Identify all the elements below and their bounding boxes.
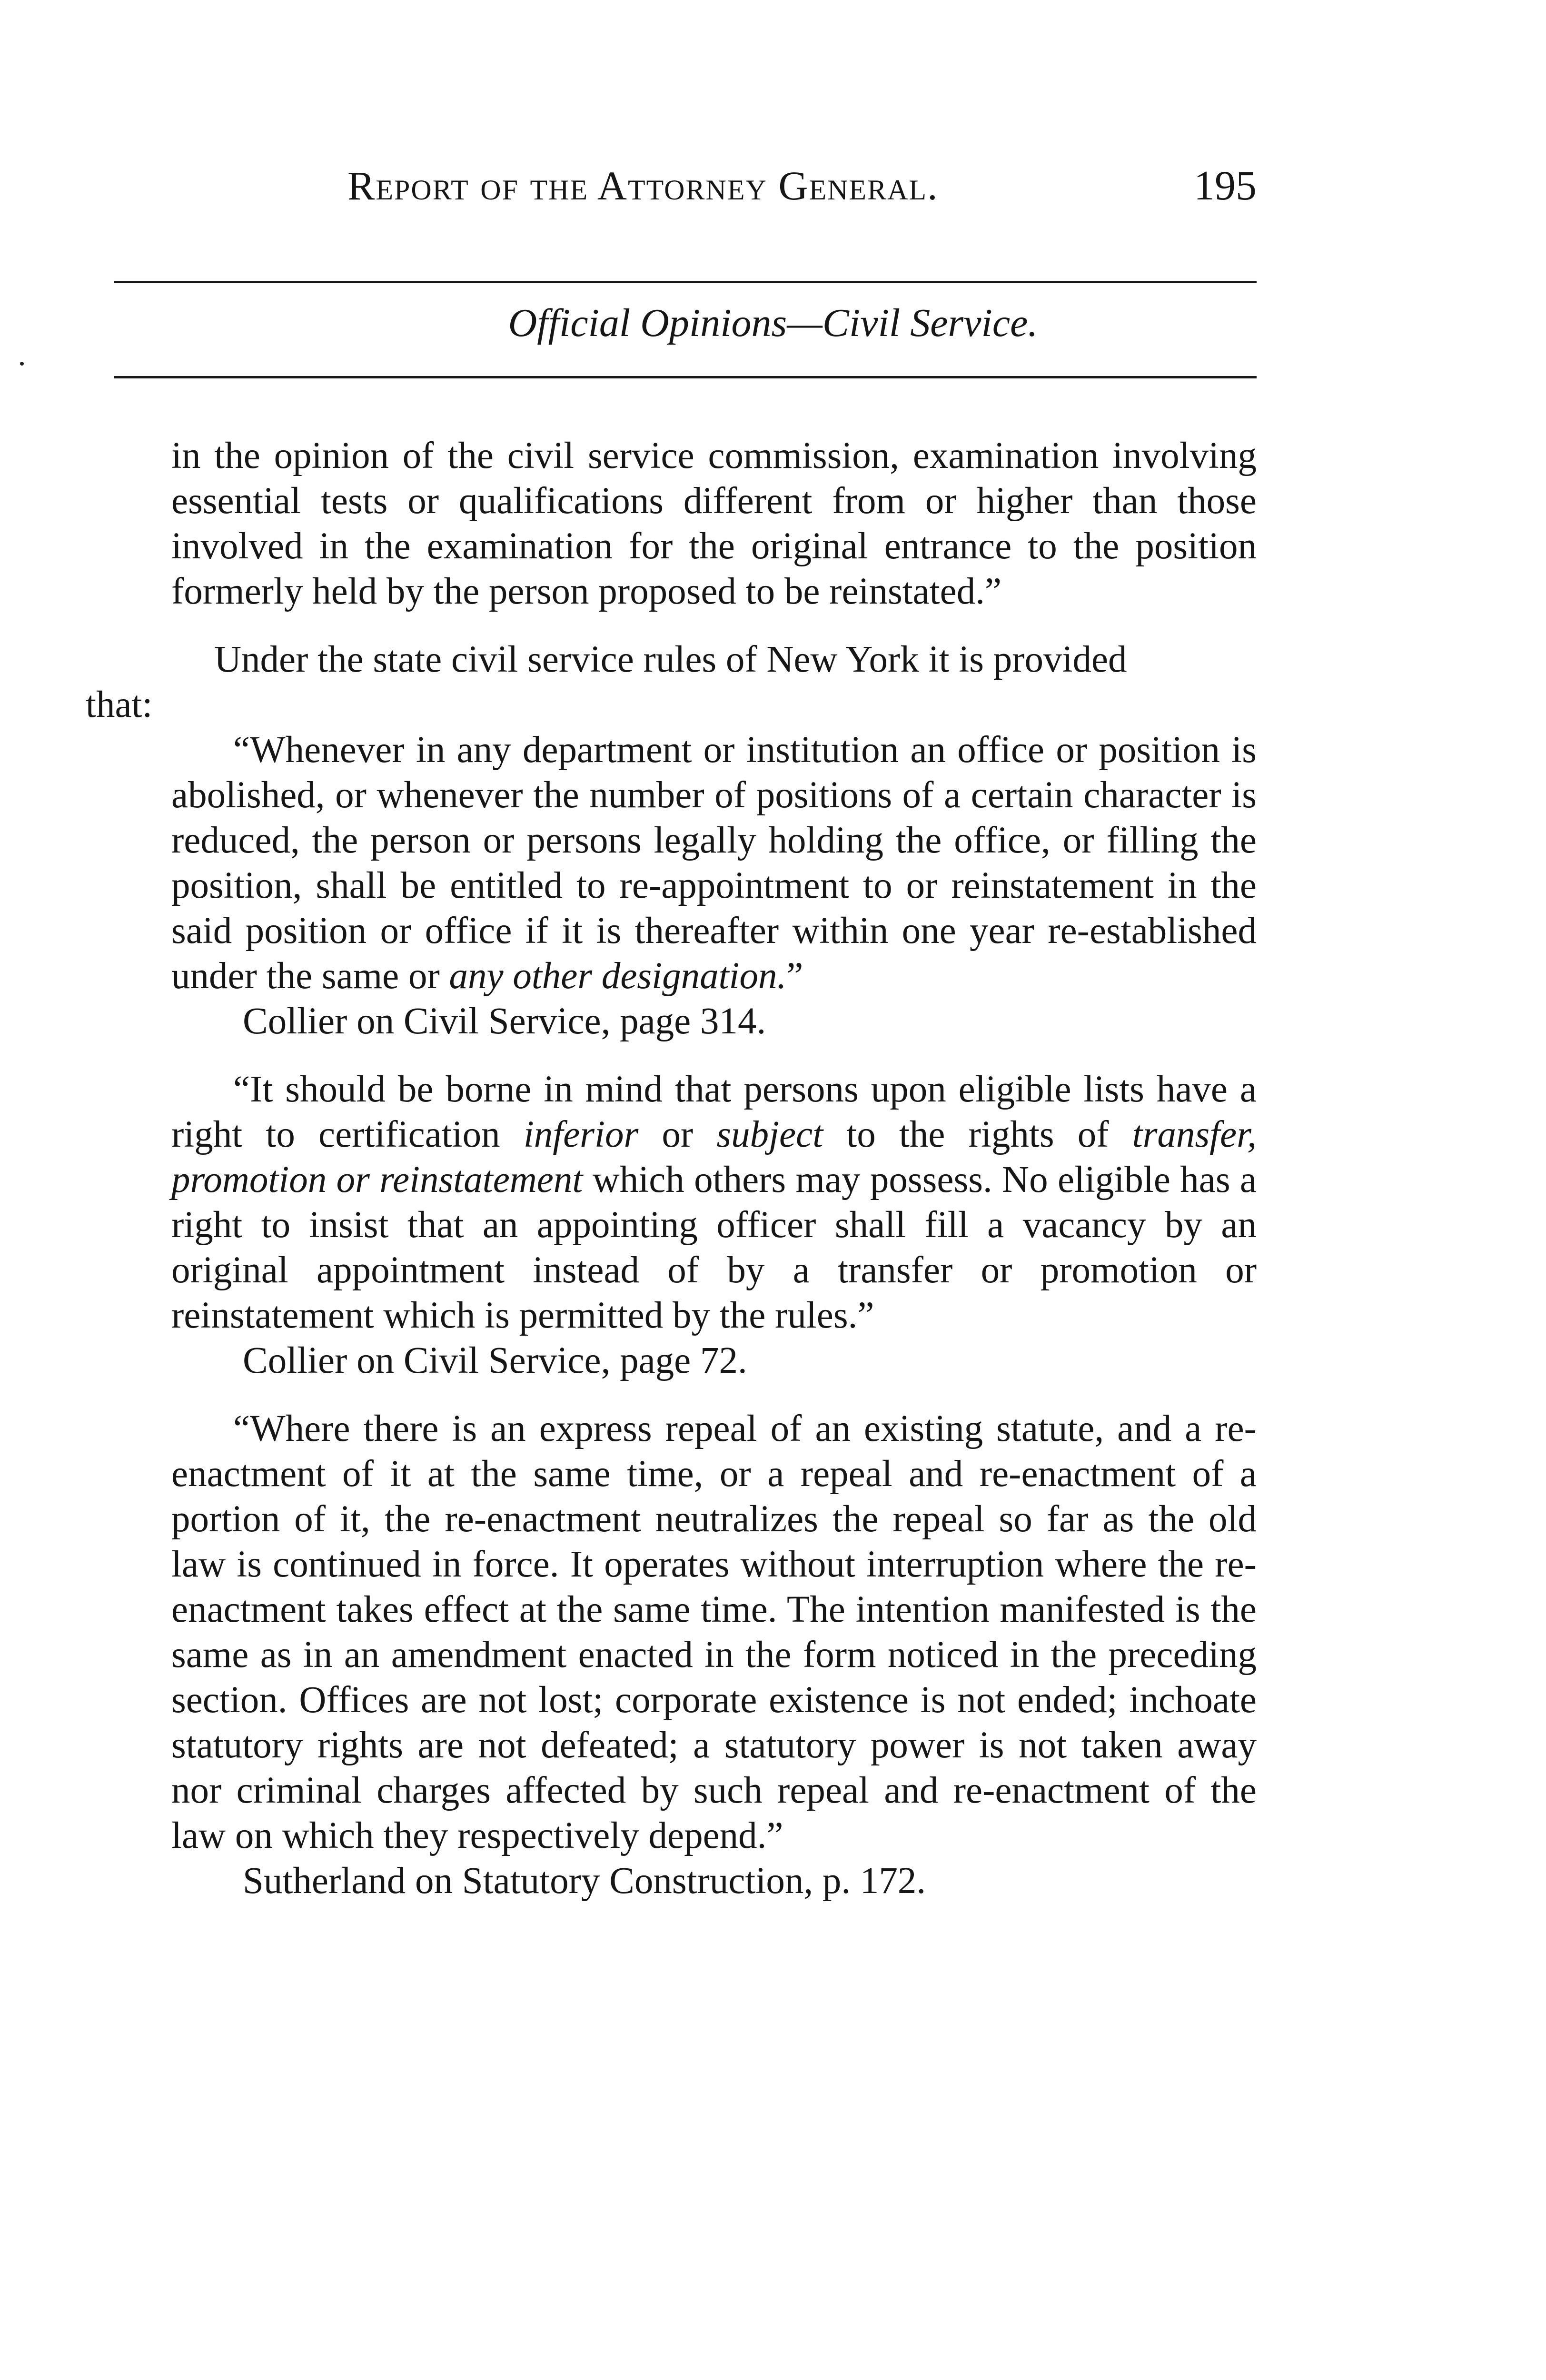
bottom-rule [114, 376, 1257, 378]
quote-eligible-c: to the rights of [823, 1114, 1132, 1155]
quote-repeal: “Where there is an express repeal of an existing statute, and a re-enactment of it at the same time, or a repeal and re-enactment of a portion of it, the re-enactment neutralizes the repeal so far as the old law is continued in force. It operates without interruption where the re-enactment takes effect at the same time. The intention manifested is the same as in an amendment enacted in the form noticed in the preceding section. Offices are not lost; corporate existence is not ended; inchoate statutory rights are not defeated; a statutory power is not taken away nor criminal charges affected by such repeal and re-enactment of the law on which they respectively depend.” [171, 1408, 1257, 1856]
page-body [86, 433, 1257, 1904]
quote-reinstatement-text: “Whenever in any department or institution an office or position is abolished, or whenever the number of positions of a certain character is reduced, the person or persons legally holding the office, or filling the position, shall be entitled to re-appointment to or reinstatement in the said position or office if it is thereafter within one year re-established under the same or [171, 729, 1257, 997]
quote-eligible-subject: subject [716, 1114, 823, 1155]
paragraph-intro-line: Under the state civil service rules of New York it is provided [214, 639, 1127, 680]
citation-collier-314: Collier on Civil Service, page 314. [243, 1001, 766, 1042]
quote-eligible-lists [171, 1067, 1257, 1338]
page-header [171, 162, 1257, 224]
top-rule [114, 281, 1257, 283]
quote-reinstatement [171, 727, 1257, 999]
quote-eligible-d: which others may possess. No eligible has a right to insist that an appointing officer shall fill a vacancy by an original appointment instead of by a transfer or promotion or reinstatement which is permitted by the rules.” [171, 1159, 1257, 1336]
citation-collier-72: Collier on Civil Service, page 72. [243, 1340, 747, 1381]
quote-eligible-inferior: inferior [523, 1114, 639, 1155]
section-title: Official Opinions—Civil Service. [508, 301, 1038, 345]
quote-eligible-a: “It should be borne in mind that persons upon eligible lists have a right to certification [171, 1069, 1257, 1155]
citation-sutherland: Sutherland on Statutory Construction, p. 172. [243, 1860, 926, 1902]
paragraph-continuation: in the opinion of the civil service commission, examination involving essential tests or qualifications different from or higher than those involved in the examination for the original entrance to the position formerly held by the person proposed to be reinstated.” [171, 435, 1257, 612]
quote-eligible-b: or [638, 1114, 717, 1155]
quote-reinstatement-close: ” [786, 955, 803, 997]
quote-eligible-transfer: transfer, promotion or reinstatement [171, 1114, 1257, 1200]
margin-speck [20, 362, 24, 366]
running-title: Report of the Attorney General. [347, 163, 939, 208]
quote-reinstatement-italic: any other designation. [449, 955, 787, 997]
paragraph-intro-that: that: [86, 684, 153, 725]
page-number: 195 [1194, 163, 1257, 209]
